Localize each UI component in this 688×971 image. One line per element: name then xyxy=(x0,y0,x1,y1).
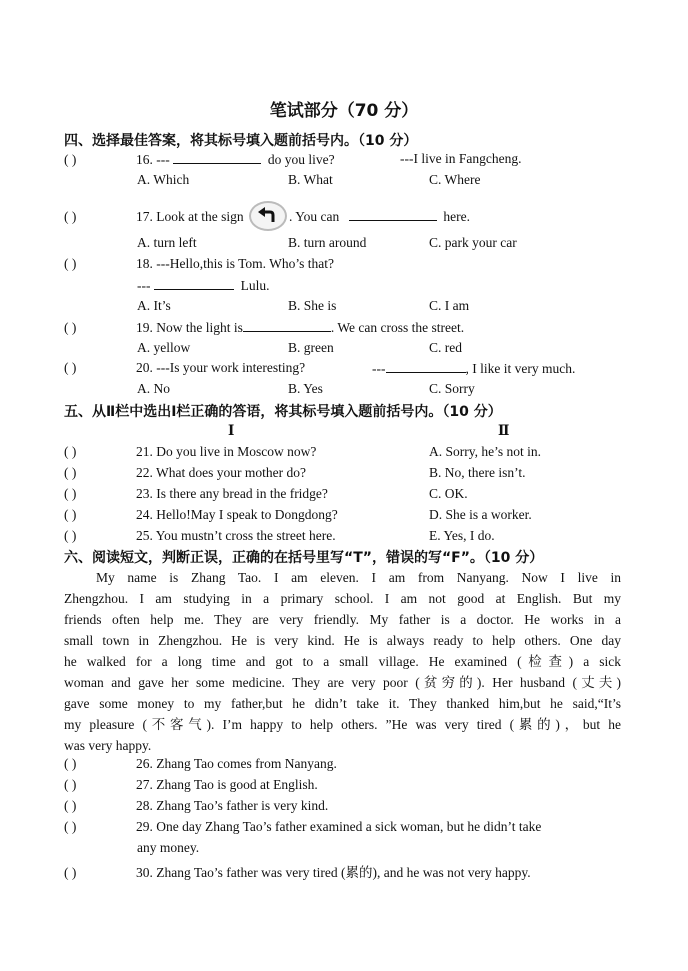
passage-line: gave some money to my father,but he didn’t take it. They thanked him,but he said,“It’s xyxy=(64,696,621,711)
match-answer: C. OK. xyxy=(429,486,468,501)
q17-option-b: B. turn around xyxy=(288,235,367,250)
statement-29: ( ) 29. One day Zhang Tao’s father examined a sick woman, but he didn’t take xyxy=(64,819,542,834)
passage-line: friends often help me. They are very friendly. My father is a doctor. He works in a xyxy=(64,612,621,627)
match-row: ( ) 25. You mustn’t cross the street here. xyxy=(64,528,336,543)
q19-option-b: B. green xyxy=(288,340,334,355)
q17-option-a: A. turn left xyxy=(137,235,197,250)
q19-option-c: C. red xyxy=(429,340,462,355)
answer-blank[interactable] xyxy=(173,151,261,164)
question-19: ( ) 19. Now the light is . We can cross the street. xyxy=(64,320,465,335)
section6-heading: 六、阅读短文，判断正误，正确的在括号里写“T”，错误的写“F”。（10 分） xyxy=(64,550,544,566)
match-answer: E. Yes, I do. xyxy=(429,528,495,543)
passage-line: Zhengzhou. I am studying in a primary school. I am not good at English. But my xyxy=(64,591,621,606)
passage-line: my pleasure (不客气). I’m happy to help others. ”He was very tired (累的)，but he xyxy=(64,717,621,732)
q17-option-c: C. park your car xyxy=(429,235,517,250)
q16-reply: ---I live in Fangcheng. xyxy=(400,151,522,166)
q20-option-c: C. Sorry xyxy=(429,381,475,396)
q18-option-c: C. I am xyxy=(429,298,470,313)
q19-option-a: A. yellow xyxy=(137,340,191,355)
passage-line: he walked for a long time and got to a small village. He examined (检查) a sick xyxy=(64,654,621,669)
q20-option-b: B. Yes xyxy=(288,381,323,396)
section5-heading: 五、从Ⅱ栏中选出Ⅰ栏正确的答语，将其标号填入题前括号内。（10 分） xyxy=(64,404,502,420)
statement-27: ( ) 27. Zhang Tao is good at English. xyxy=(64,777,318,792)
match-row: ( ) 22. What does your mother do? xyxy=(64,465,306,480)
statement-29-continued: any money. xyxy=(137,840,200,855)
q18-option-a: A. It’s xyxy=(137,298,171,313)
question-20: ( ) 20. ---Is your work interesting? xyxy=(64,360,306,375)
passage-line: small town in Zhengzhou. He is very kind. He is always ready to help others. One day xyxy=(64,633,621,648)
answer-blank[interactable] xyxy=(243,319,331,332)
answer-blank[interactable] xyxy=(154,277,234,290)
answer-blank[interactable] xyxy=(349,208,437,221)
passage-line: woman and gave her some medicine. They are very poor (贫穷的). Her husband (丈夫) xyxy=(64,675,621,690)
question-16: ( ) 16. --- do you live? xyxy=(64,152,335,167)
match-answer: B. No, there isn’t. xyxy=(429,465,526,480)
question-17: ( ) 17. Look at the sign . You can here. xyxy=(64,203,470,233)
q20-option-a: A. No xyxy=(137,381,170,396)
statement-30: ( ) 30. Zhang Tao’s father was very tired (累的), and he was not very happy. xyxy=(64,865,531,880)
match-row: ( ) 21. Do you live in Moscow now? xyxy=(64,444,317,459)
section4-heading: 四、选择最佳答案，将其标号填入题前括号内。（10 分） xyxy=(64,133,418,149)
match-answer: D. She is a worker. xyxy=(429,507,532,522)
q20-reply: --- , I like it very much. xyxy=(372,361,576,376)
statement-26: ( ) 26. Zhang Tao comes from Nanyang. xyxy=(64,756,337,771)
match-row: ( ) 23. Is there any bread in the fridge? xyxy=(64,486,328,501)
passage-line: was very happy. xyxy=(64,738,152,753)
q16-option-a: A. Which xyxy=(137,172,190,187)
answer-blank[interactable] xyxy=(386,360,466,373)
statement-28: ( ) 28. Zhang Tao’s father is very kind. xyxy=(64,798,329,813)
q18-line2: --- Lulu. xyxy=(137,278,270,293)
q18-option-b: B. She is xyxy=(288,298,337,313)
column-2-header: Ⅱ xyxy=(498,423,510,438)
reading-passage xyxy=(64,567,621,756)
page-title: 笔试部分（70 分） xyxy=(269,101,419,121)
match-row: ( ) 24. Hello!May I speak to Dongdong? xyxy=(64,507,338,522)
column-1-header: Ⅰ xyxy=(228,423,235,438)
q16-option-c: C. Where xyxy=(429,172,481,187)
turn-left-sign-icon xyxy=(249,201,287,231)
q16-option-b: B. What xyxy=(288,172,333,187)
passage-line: My name is Zhang Tao. I am eleven. I am from Nanyang. Now I live in xyxy=(96,570,621,585)
match-answer: A. Sorry, he’s not in. xyxy=(429,444,541,459)
question-18: ( ) 18. ---Hello,this is Tom. Who’s that? xyxy=(64,256,335,271)
